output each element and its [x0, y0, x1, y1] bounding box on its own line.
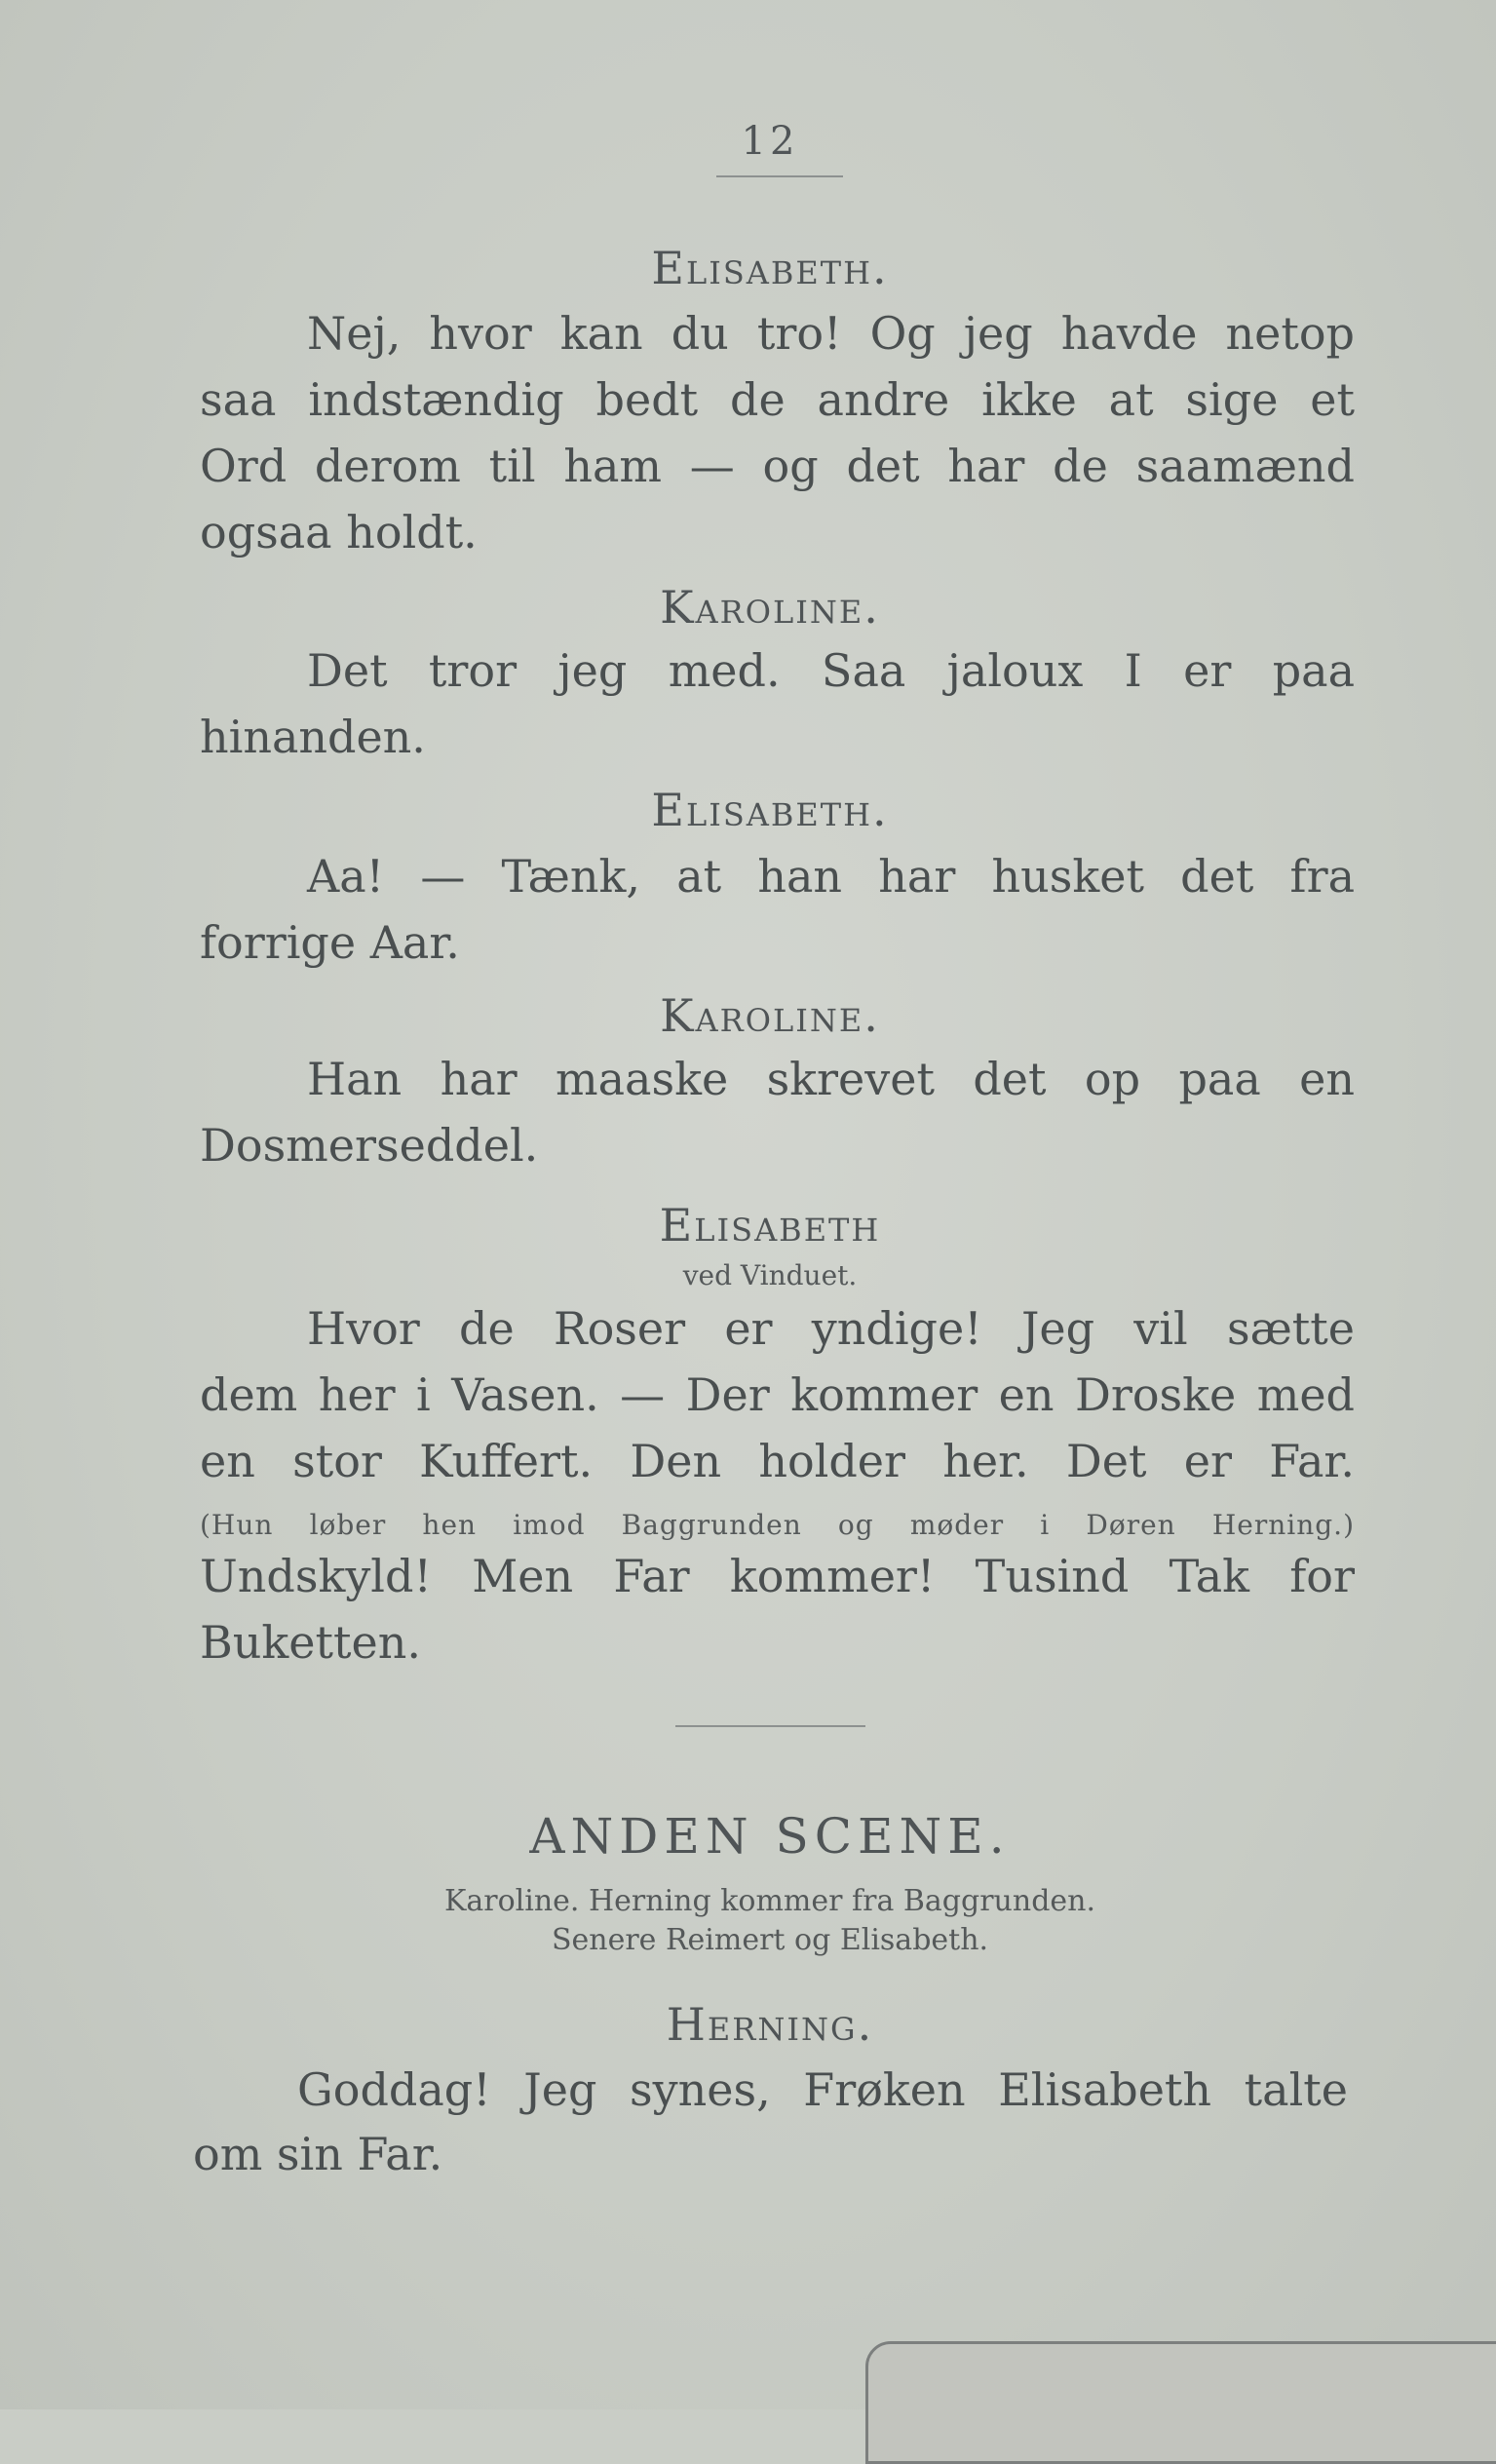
dialogue-line: en stor Kuffert. Den holder her. Det er Far. [200, 1435, 1355, 1487]
dialogue-line: Buketten. [200, 1616, 421, 1669]
scene-cast-line: Karoline. Herning kommer fra Baggrunden. [443, 1884, 1096, 1918]
speaker-name: Elisabeth. [651, 784, 889, 836]
dialogue-line: hinanden. [200, 711, 426, 763]
dialogue-line: forrige Aar. [200, 916, 460, 969]
speaker-name: Elisabeth. [651, 242, 889, 294]
dialogue-line: saa indstændig bedt de andre ikke at sige et [200, 373, 1355, 426]
dialogue-line: dem her i Vasen. — Der kommer en Droske med [200, 1368, 1355, 1421]
page-corner-tab [865, 2341, 1496, 2464]
dialogue-line: Det tror jeg med. Saa jaloux I er paa [307, 644, 1355, 697]
speaker-name: Elisabeth [659, 1199, 881, 1251]
header-divider [716, 175, 843, 177]
dialogue-line: Hvor de Roser er yndige! Jeg vil sætte [307, 1302, 1355, 1355]
scene-title: ANDEN SCENE. [529, 1808, 1011, 1865]
page-number: 12 [741, 119, 799, 164]
scene-cast-line: Senere Reimert og Elisabeth. [551, 1923, 989, 1957]
dialogue-line: Han har maaske skrevet det op paa en [307, 1053, 1355, 1105]
dialogue-line: Goddag! Jeg synes, Frøken Elisabeth talte [297, 2063, 1348, 2116]
dialogue-line: ogsaa holdt. [200, 506, 478, 558]
dialogue-line: Aa! — Tænk, at han har husket det fra [307, 850, 1355, 903]
scene-divider [675, 1725, 865, 1727]
dialogue-line: om sin Far. [193, 2128, 443, 2180]
dialogue-line: Undskyld! Men Far kommer! Tusind Tak for [200, 1550, 1355, 1602]
inline-stage-direction: (Hun løber hen imod Baggrunden og møder i Døren Herning.) [200, 1509, 1355, 1541]
dialogue-line: Dosmerseddel. [200, 1119, 539, 1172]
speaker-name: Karoline. [660, 581, 880, 634]
dialogue-line: Nej, hvor kan du tro! Og jeg havde netop [307, 307, 1355, 360]
speaker-name: Karoline. [660, 989, 880, 1042]
speaker-name: Herning. [666, 1998, 874, 2051]
stage-direction: ved Vinduet. [682, 1259, 858, 1291]
dialogue-line: Ord derom til ham — og det har de saamænd [200, 440, 1355, 492]
